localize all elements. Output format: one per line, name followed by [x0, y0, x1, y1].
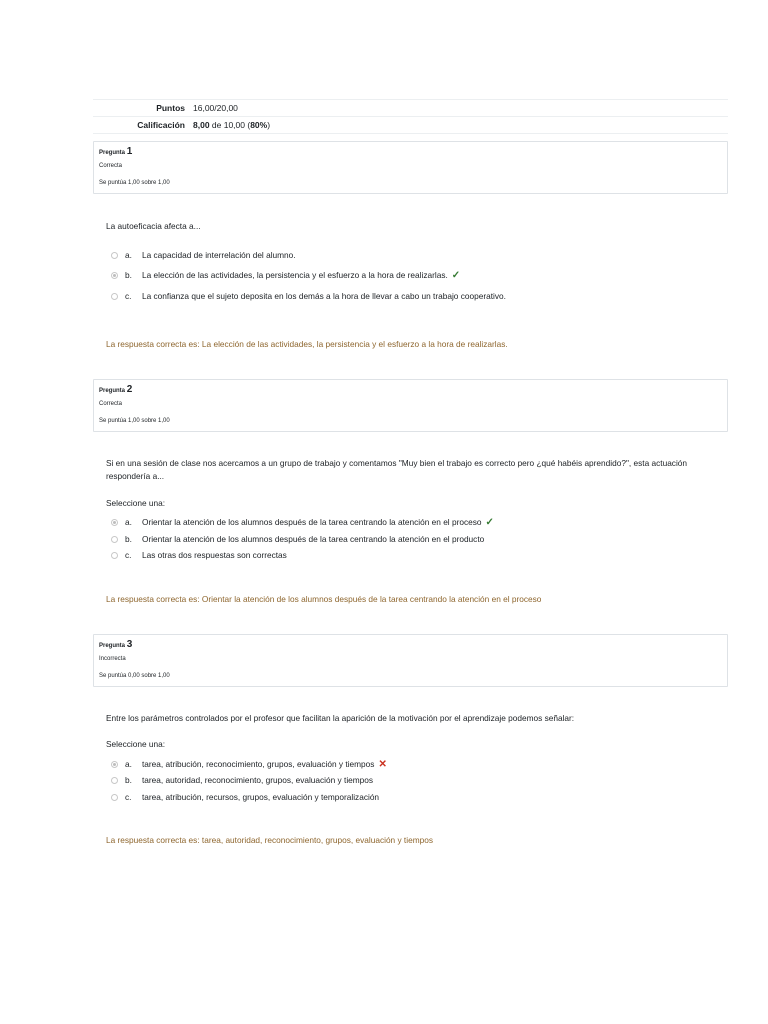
question-grade: Se puntúa 1,00 sobre 1,00: [99, 180, 170, 186]
question-grade: Se puntúa 0,00 sobre 1,00: [99, 673, 170, 679]
attempt-summary: [93, 99, 728, 134]
answer-letter: a.: [125, 759, 132, 769]
correct-check-icon: ✓: [485, 516, 494, 528]
grade-score: 8,00: [193, 120, 210, 130]
answer-text: tarea, atribución, reconocimiento, grupos, evaluación y tiempos: [142, 759, 375, 769]
question-prefix: Pregunta: [99, 643, 126, 649]
question-3-info: [93, 634, 728, 687]
question-3-answer-c[interactable]: [111, 791, 379, 803]
points-value: 16,00/20,00: [193, 103, 238, 113]
question-1-answer-c[interactable]: [111, 290, 506, 302]
answer-text: La elección de las actividades, la persistencia y el esfuerzo a la hora de realizarlas.: [142, 270, 448, 280]
question-2-text: Si en una sesión de clase nos acercamos a un grupo de trabajo y comentamos "Muy bien el trabajo es correcto pero ¿qué habéis aprendido?", esta actuación respondería a...: [106, 458, 688, 481]
question-3-answer-b[interactable]: [111, 774, 373, 786]
grade-close: ): [267, 120, 271, 130]
question-2-answer-c[interactable]: [111, 549, 287, 561]
question-number: [99, 384, 132, 395]
radio-button[interactable]: [111, 794, 118, 801]
select-one-prompt: Seleccione una:: [106, 739, 166, 749]
answer-letter: b.: [125, 270, 132, 280]
answer-text: Las otras dos respuestas son correctas: [142, 550, 287, 560]
grade-row: [93, 116, 728, 134]
answer-text: La confianza que el sujeto deposita en los demás a la hora de llevar a cabo un trabajo cooperativo.: [142, 291, 506, 301]
question-2-answer-a[interactable]: [111, 516, 494, 528]
answer-letter: c.: [125, 291, 132, 301]
select-one-prompt: Seleccione una:: [106, 498, 166, 508]
radio-button[interactable]: [111, 552, 118, 559]
answer-text: tarea, atribución, recursos, grupos, evaluación y temporalización: [142, 792, 380, 802]
grade-out-of: de 10,00 (: [209, 120, 251, 130]
answer-letter: c.: [125, 792, 132, 802]
question-1-answer-a[interactable]: [111, 249, 296, 261]
question-2-answer-b[interactable]: [111, 533, 484, 545]
grade-value: [189, 120, 270, 130]
question-number: [99, 146, 132, 157]
question-2-feedback: La respuesta correcta es: Orientar la atención de los alumnos después de la tarea centrando la atención en el proceso: [106, 594, 542, 604]
correct-check-icon: ✓: [451, 269, 461, 281]
question-num: 3: [126, 639, 133, 650]
question-prefix: Pregunta: [99, 388, 126, 394]
answer-text: La capacidad de interrelación del alumno.: [142, 250, 296, 260]
question-num: 2: [126, 384, 133, 395]
answer-letter: a.: [125, 250, 132, 260]
radio-button[interactable]: [111, 293, 118, 300]
question-1-info: [93, 141, 728, 194]
grade-percent: 80%: [250, 120, 268, 130]
question-3-answer-a[interactable]: [111, 758, 387, 770]
radio-button[interactable]: [111, 536, 118, 543]
question-state: Correcta: [99, 163, 123, 169]
question-1-answer-b[interactable]: [111, 269, 460, 281]
radio-button[interactable]: [111, 252, 118, 259]
grade-label: Calificación: [137, 120, 185, 130]
answer-letter: c.: [125, 550, 132, 560]
question-3-feedback: La respuesta correcta es: tarea, autoridad, reconocimiento, grupos, evaluación y tiempos: [106, 835, 433, 845]
question-state: Incorrecta: [99, 656, 126, 662]
answer-letter: b.: [125, 534, 132, 544]
question-state: Correcta: [99, 401, 123, 407]
answer-text: Orientar la atención de los alumnos después de la tarea centrando la atención en el proceso: [142, 517, 482, 527]
question-1-text: La autoeficacia afecta a...: [106, 221, 201, 231]
question-1-feedback: La respuesta correcta es: La elección de las actividades, la persistencia y el esfuerzo a la hora de realizarlas.: [106, 339, 508, 349]
radio-button-selected[interactable]: [111, 761, 118, 768]
incorrect-cross-icon: ✕: [378, 758, 387, 770]
question-prefix: Pregunta: [99, 150, 126, 156]
radio-button-selected[interactable]: [111, 272, 118, 279]
answer-text: tarea, autoridad, reconocimiento, grupos, evaluación y tiempos: [142, 775, 374, 785]
radio-button-selected[interactable]: [111, 519, 118, 526]
answer-text: Orientar la atención de los alumnos después de la tarea centrando la atención en el producto: [142, 534, 485, 544]
question-2-info: [93, 379, 728, 432]
question-grade: Se puntúa 1,00 sobre 1,00: [99, 418, 170, 424]
answer-letter: a.: [125, 517, 132, 527]
question-number: [99, 639, 132, 650]
question-3-text: Entre los parámetros controlados por el profesor que facilitan la aparición de la motivación por el aprendizaje podemos señalar:: [106, 713, 575, 723]
answer-letter: b.: [125, 775, 132, 785]
points-label: Puntos: [156, 103, 185, 113]
question-num: 1: [126, 146, 133, 157]
radio-button[interactable]: [111, 777, 118, 784]
points-row: [93, 99, 728, 116]
